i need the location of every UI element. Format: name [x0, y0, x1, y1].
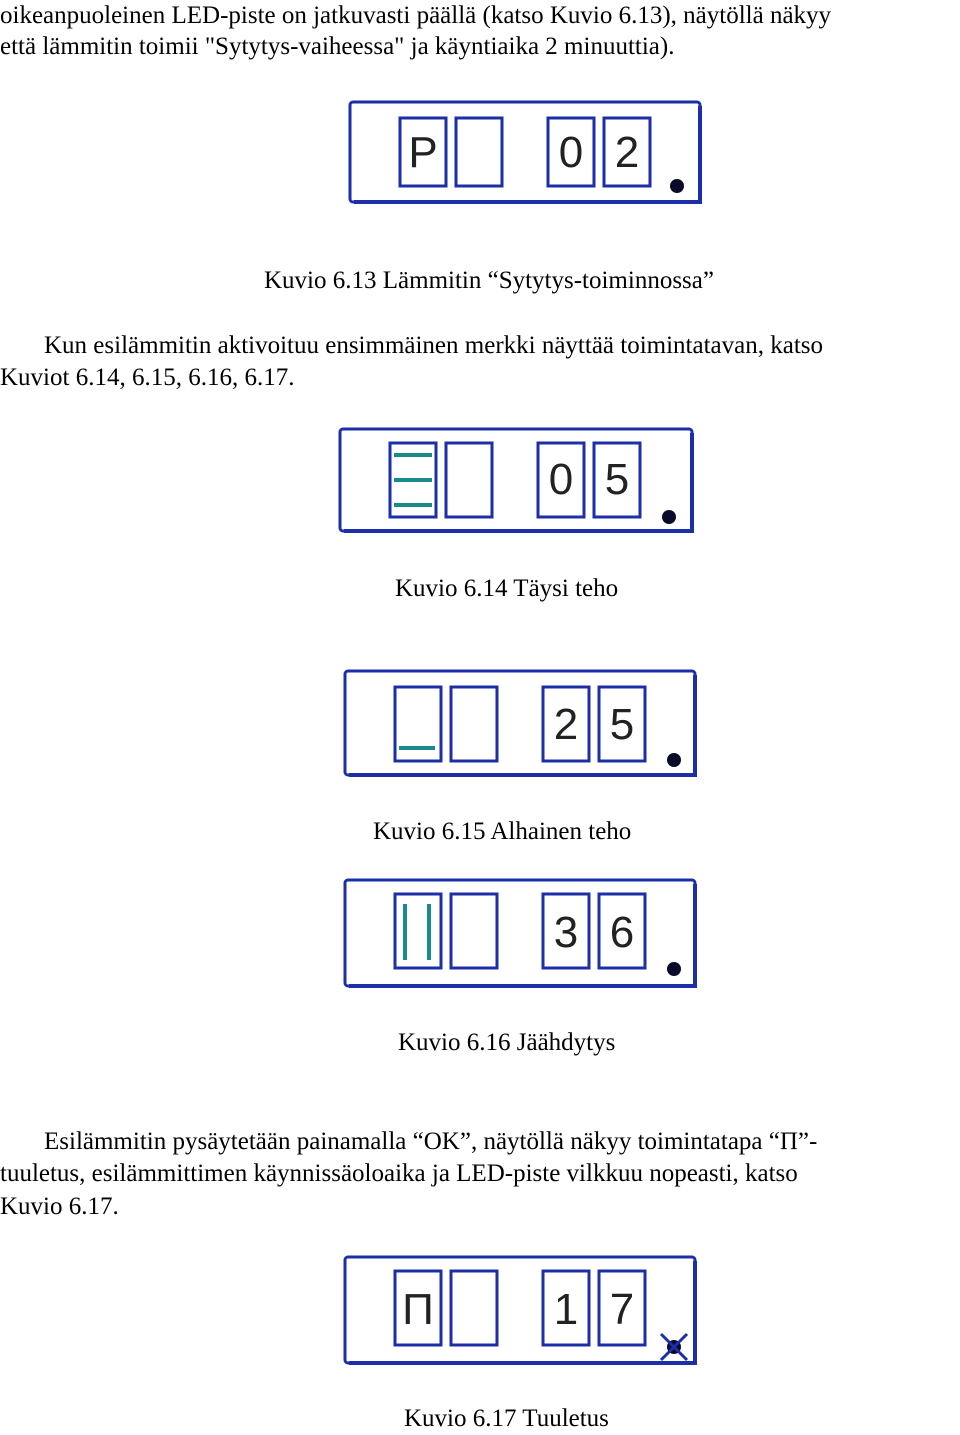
body-text-line: oikeanpuoleinen LED-piste on jatkuvasti päällä (katso Kuvio 6.13), näytöllä näkyy	[0, 2, 832, 29]
display-figure-6-15	[343, 669, 701, 781]
figure-caption: Kuvio 6.16 Jäähdytys	[398, 1029, 616, 1056]
body-text-line: Kun esilämmitin aktivoituu ensimmäinen merkki näyttää toimintatavan, katso	[44, 332, 824, 359]
display-figure-6-17	[343, 1255, 701, 1369]
figure-caption: Kuvio 6.13 Lämmitin “Sytytys-toiminnossa”	[264, 267, 714, 294]
body-text-line: Esilämmitin pysäytetään painamalla “OK”, näytöllä näkyy toimintatapa “Π”-	[44, 1128, 818, 1155]
figure-caption: Kuvio 6.14 Täysi teho	[395, 575, 619, 602]
body-text-line: Kuvio 6.17.	[0, 1193, 119, 1220]
display-figure-6-16	[343, 878, 701, 992]
digit-ones: 5	[604, 455, 630, 504]
digit-tens: 2	[553, 700, 579, 749]
mode-char: P	[408, 128, 438, 177]
display-figure-6-14	[338, 427, 698, 537]
digit-tens: 0	[558, 128, 584, 177]
digit-ones: 6	[609, 908, 635, 957]
display-figure-6-13	[348, 100, 704, 206]
digit-tens: 1	[553, 1285, 579, 1334]
digit-ones: 5	[609, 700, 635, 749]
figure-caption: Kuvio 6.17 Tuuletus	[404, 1405, 609, 1432]
led-dot-icon	[667, 753, 681, 767]
digit-ones: 7	[609, 1285, 635, 1334]
led-dot-icon	[667, 962, 681, 976]
body-text-line: Kuviot 6.14, 6.15, 6.16, 6.17.	[0, 364, 295, 391]
digit-tens: 3	[553, 908, 579, 957]
digit-tens: 0	[548, 455, 574, 504]
body-text-line: että lämmitin toimii "Sytytys-vaiheessa" ja käyntiaika 2 minuuttia).	[0, 33, 675, 60]
body-text-line: tuuletus, esilämmittimen käynnissäoloaika ja LED-piste vilkkuu nopeasti, katso	[0, 1160, 798, 1187]
led-dot-icon	[670, 179, 684, 193]
figure-caption: Kuvio 6.15 Alhainen teho	[373, 818, 632, 845]
mode-char: Π	[402, 1285, 434, 1334]
led-dot-icon	[662, 510, 676, 524]
digit-ones: 2	[614, 128, 640, 177]
